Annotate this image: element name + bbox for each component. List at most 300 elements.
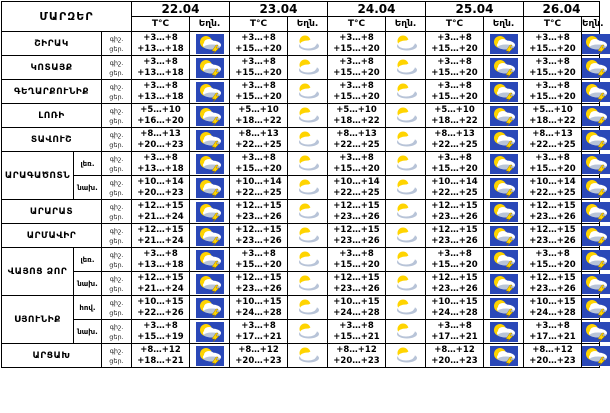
- night-temperature: +3…+8: [143, 32, 178, 43]
- day-temperature: +13…+18: [137, 67, 184, 78]
- day-temperature: +20…+23: [333, 355, 380, 366]
- temperature-cell: [426, 32, 484, 56]
- thunderstorm-icon: [582, 128, 600, 152]
- day-label: ցեր.: [109, 116, 124, 125]
- thunderstorm-icon: [490, 34, 518, 54]
- thunderstorm-icon: [490, 346, 518, 366]
- thunderstorm-icon: [484, 224, 524, 248]
- night-label: գիշ.: [109, 106, 124, 115]
- time-labels: [102, 176, 132, 200]
- night-temperature: +3…+8: [241, 152, 276, 163]
- thunderstorm-icon: [582, 154, 610, 174]
- icon-column-header: Եղն.: [386, 17, 426, 32]
- region-name: ՎԱՅՈՑ ՁՈՐ: [2, 248, 74, 296]
- partly-cloudy-icon: [386, 128, 426, 152]
- temperature-cell: [524, 152, 582, 176]
- temperature-cell: [230, 104, 288, 128]
- partly-cloudy-icon: [386, 104, 426, 128]
- partly-cloudy-icon: [288, 32, 328, 56]
- night-temperature: +8…+12: [336, 344, 377, 355]
- temperature-cell: [230, 176, 288, 200]
- day-label: ցեր.: [109, 188, 124, 197]
- night-temperature: +10…+14: [529, 176, 576, 187]
- thunderstorm-icon: [582, 346, 610, 366]
- temperature-cell: [230, 344, 288, 368]
- night-temperature: +3…+8: [339, 248, 374, 259]
- partly-cloudy-icon: [386, 200, 426, 224]
- icon-column-header: Եղն.: [582, 17, 600, 32]
- thunderstorm-icon: [582, 130, 610, 150]
- region-name: ԱՐԱՐԱՏ: [2, 200, 102, 224]
- partly-cloudy-icon: [294, 58, 322, 78]
- thunderstorm-icon: [190, 344, 230, 368]
- temperature-cell: [132, 128, 190, 152]
- thunderstorm-icon: [490, 226, 518, 246]
- night-label: գիշ.: [109, 202, 124, 211]
- temperature-cell: [132, 320, 190, 344]
- thunderstorm-icon: [196, 58, 224, 78]
- region-row: [2, 200, 600, 224]
- partly-cloudy-icon: [386, 32, 426, 56]
- partly-cloudy-icon: [288, 104, 328, 128]
- icon-column-header: Եղն.: [484, 17, 524, 32]
- night-temperature: +3…+8: [143, 56, 178, 67]
- day-temperature: +17…+21: [431, 331, 478, 342]
- partly-cloudy-icon: [386, 56, 426, 80]
- day-temperature: +18…+22: [431, 115, 478, 126]
- temperature-cell: [230, 224, 288, 248]
- temperature-cell: [328, 32, 386, 56]
- day-temperature: +23…+26: [529, 235, 576, 246]
- partly-cloudy-icon: [386, 176, 426, 200]
- temperature-cell: [230, 152, 288, 176]
- partly-cloudy-icon: [392, 202, 420, 222]
- time-labels: [102, 344, 132, 368]
- day-label: ցեր.: [109, 140, 124, 149]
- night-temperature: +8…+13: [532, 128, 573, 139]
- day-temperature: +17…+21: [235, 331, 282, 342]
- temperature-cell: [132, 200, 190, 224]
- region-name: ՇԻՐԱԿ: [2, 32, 102, 56]
- thunderstorm-icon: [190, 56, 230, 80]
- day-temperature: +15…+19: [137, 331, 184, 342]
- thunderstorm-icon: [490, 130, 518, 150]
- day-temperature: +15…+20: [431, 163, 478, 174]
- temperature-cell: [328, 104, 386, 128]
- region-row: [2, 248, 600, 272]
- temperature-cell: [132, 56, 190, 80]
- day-temperature: +15…+20: [333, 43, 380, 54]
- thunderstorm-icon: [196, 202, 224, 222]
- temperature-cell: [132, 248, 190, 272]
- thunderstorm-icon: [190, 272, 230, 296]
- night-temperature: +3…+8: [339, 56, 374, 67]
- day-temperature: +21…+24: [137, 235, 184, 246]
- temperature-cell: [524, 56, 582, 80]
- temperature-cell: [132, 152, 190, 176]
- thunderstorm-icon: [582, 202, 610, 222]
- day-temperature: +24…+28: [529, 307, 576, 318]
- partly-cloudy-icon: [392, 226, 420, 246]
- temperature-cell: [328, 320, 386, 344]
- thunderstorm-icon: [582, 298, 610, 318]
- thunderstorm-icon: [490, 58, 518, 78]
- thunderstorm-icon: [582, 176, 600, 200]
- time-labels: [102, 80, 132, 104]
- partly-cloudy-icon: [386, 272, 426, 296]
- night-temperature: +5…+10: [336, 104, 377, 115]
- temperature-cell: [524, 80, 582, 104]
- night-temperature: +12…+15: [235, 272, 282, 283]
- elevation-label: նախ.: [74, 272, 102, 296]
- temperature-cell: [328, 80, 386, 104]
- temperature-cell: [426, 104, 484, 128]
- thunderstorm-icon: [196, 226, 224, 246]
- temperature-cell: [426, 80, 484, 104]
- temperature-cell: [426, 128, 484, 152]
- day-temperature: +24…+28: [235, 307, 282, 318]
- day-temperature: +23…+26: [431, 283, 478, 294]
- region-row: [2, 272, 600, 296]
- date-header: 25.04: [426, 2, 524, 17]
- day-temperature: +23…+26: [529, 211, 576, 222]
- temperature-cell: [230, 128, 288, 152]
- date-header: 23.04: [230, 2, 328, 17]
- day-temperature: +16…+20: [137, 115, 184, 126]
- time-labels: [102, 104, 132, 128]
- night-temperature: +3…+8: [143, 320, 178, 331]
- time-labels: [102, 152, 132, 176]
- temperature-cell: [524, 200, 582, 224]
- thunderstorm-icon: [484, 272, 524, 296]
- thunderstorm-icon: [196, 346, 224, 366]
- thunderstorm-icon: [484, 56, 524, 80]
- day-temperature: +22…+25: [333, 139, 380, 150]
- night-temperature: +3…+8: [437, 248, 472, 259]
- night-temperature: +10…+15: [137, 296, 184, 307]
- day-temperature: +15…+20: [333, 259, 380, 270]
- day-temperature: +18…+21: [137, 355, 184, 366]
- temperature-cell: [328, 56, 386, 80]
- partly-cloudy-icon: [288, 200, 328, 224]
- thunderstorm-icon: [196, 274, 224, 294]
- icon-column-header: Եղն.: [288, 17, 328, 32]
- night-label: գիշ.: [109, 34, 124, 43]
- day-temperature: +18…+22: [235, 115, 282, 126]
- partly-cloudy-icon: [386, 152, 426, 176]
- temperature-cell: [230, 56, 288, 80]
- night-temperature: +3…+8: [143, 248, 178, 259]
- thunderstorm-icon: [190, 80, 230, 104]
- temperature-cell: [328, 128, 386, 152]
- thunderstorm-icon: [484, 344, 524, 368]
- temperature-cell: [230, 272, 288, 296]
- time-labels: [102, 56, 132, 80]
- time-labels: [102, 296, 132, 320]
- temperature-cell: [524, 248, 582, 272]
- day-label: ցեր.: [109, 236, 124, 245]
- day-temperature: +15…+20: [529, 43, 576, 54]
- day-temperature: +22…+25: [235, 139, 282, 150]
- region-name: ԿՈՏԱՅՔ: [2, 56, 102, 80]
- night-temperature: +3…+8: [535, 80, 570, 91]
- night-label: գիշ.: [109, 274, 124, 283]
- partly-cloudy-icon: [294, 178, 322, 198]
- thunderstorm-icon: [196, 298, 224, 318]
- day-label: ցեր.: [109, 332, 124, 341]
- temperature-cell: [524, 32, 582, 56]
- region-name: ԼՈՌԻ: [2, 104, 102, 128]
- night-temperature: +3…+8: [437, 80, 472, 91]
- night-temperature: +3…+8: [437, 32, 472, 43]
- partly-cloudy-icon: [392, 322, 420, 342]
- thunderstorm-icon: [582, 80, 600, 104]
- night-temperature: +3…+8: [143, 80, 178, 91]
- partly-cloudy-icon: [288, 176, 328, 200]
- region-row: [2, 224, 600, 248]
- partly-cloudy-icon: [288, 152, 328, 176]
- partly-cloudy-icon: [288, 272, 328, 296]
- night-temperature: +3…+8: [535, 320, 570, 331]
- day-temperature: +15…+20: [235, 163, 282, 174]
- thunderstorm-icon: [582, 104, 600, 128]
- temperature-cell: [426, 272, 484, 296]
- night-temperature: +10…+14: [137, 176, 184, 187]
- thunderstorm-icon: [196, 250, 224, 270]
- partly-cloudy-icon: [386, 320, 426, 344]
- temp-column-header: T°C: [426, 17, 484, 32]
- partly-cloudy-icon: [294, 154, 322, 174]
- day-temperature: +20…+23: [137, 139, 184, 150]
- day-temperature: +23…+26: [529, 283, 576, 294]
- night-label: գիշ.: [109, 298, 124, 307]
- thunderstorm-icon: [582, 178, 610, 198]
- thunderstorm-icon: [490, 298, 518, 318]
- temperature-cell: [132, 32, 190, 56]
- temp-column-header: T°C: [132, 17, 190, 32]
- time-labels: [102, 248, 132, 272]
- day-label: ցեր.: [109, 164, 124, 173]
- day-temperature: +20…+23: [137, 187, 184, 198]
- thunderstorm-icon: [484, 200, 524, 224]
- region-name: ՍՅՈՒՆԻՔ: [2, 296, 74, 344]
- day-label: ցեր.: [109, 356, 124, 365]
- day-temperature: +22…+26: [137, 307, 184, 318]
- partly-cloudy-icon: [386, 344, 426, 368]
- day-temperature: +15…+20: [333, 91, 380, 102]
- partly-cloudy-icon: [392, 106, 420, 126]
- night-temperature: +3…+8: [437, 320, 472, 331]
- partly-cloudy-icon: [294, 250, 322, 270]
- partly-cloudy-icon: [294, 34, 322, 54]
- thunderstorm-icon: [582, 250, 610, 270]
- night-temperature: +3…+8: [535, 248, 570, 259]
- day-temperature: +23…+26: [333, 235, 380, 246]
- temp-column-header: T°C: [524, 17, 582, 32]
- time-labels: [102, 320, 132, 344]
- date-header: 24.04: [328, 2, 426, 17]
- day-label: ցեր.: [109, 308, 124, 317]
- night-temperature: +10…+15: [235, 296, 282, 307]
- region-row: [2, 104, 600, 128]
- day-label: ցեր.: [109, 284, 124, 293]
- day-temperature: +21…+24: [137, 211, 184, 222]
- thunderstorm-icon: [490, 82, 518, 102]
- temperature-cell: [524, 344, 582, 368]
- night-label: գիշ.: [109, 322, 124, 331]
- night-temperature: +8…+12: [140, 344, 181, 355]
- night-temperature: +10…+15: [333, 296, 380, 307]
- partly-cloudy-icon: [288, 248, 328, 272]
- partly-cloudy-icon: [386, 296, 426, 320]
- date-header: 26.04: [524, 2, 600, 17]
- day-temperature: +13…+18: [137, 43, 184, 54]
- partly-cloudy-icon: [294, 130, 322, 150]
- thunderstorm-icon: [582, 106, 610, 126]
- thunderstorm-icon: [484, 248, 524, 272]
- partly-cloudy-icon: [294, 322, 322, 342]
- temperature-cell: [328, 272, 386, 296]
- night-temperature: +12…+15: [137, 200, 184, 211]
- day-label: ցեր.: [109, 212, 124, 221]
- temperature-cell: [328, 200, 386, 224]
- time-labels: [102, 224, 132, 248]
- temperature-cell: [426, 296, 484, 320]
- night-temperature: +5…+10: [532, 104, 573, 115]
- day-temperature: +15…+20: [235, 259, 282, 270]
- temperature-cell: [328, 176, 386, 200]
- temperature-cell: [132, 104, 190, 128]
- day-temperature: +18…+22: [529, 115, 576, 126]
- region-row: [2, 152, 600, 176]
- night-temperature: +5…+10: [238, 104, 279, 115]
- night-temperature: +8…+12: [532, 344, 573, 355]
- night-temperature: +12…+15: [235, 224, 282, 235]
- thunderstorm-icon: [190, 32, 230, 56]
- night-temperature: +8…+13: [434, 128, 475, 139]
- temperature-cell: [230, 32, 288, 56]
- temp-column-header: T°C: [328, 17, 386, 32]
- day-temperature: +20…+23: [235, 355, 282, 366]
- partly-cloudy-icon: [288, 344, 328, 368]
- temperature-cell: [328, 296, 386, 320]
- night-temperature: +12…+15: [431, 224, 478, 235]
- day-temperature: +23…+26: [235, 283, 282, 294]
- partly-cloudy-icon: [386, 224, 426, 248]
- night-temperature: +12…+15: [529, 200, 576, 211]
- thunderstorm-icon: [582, 32, 600, 56]
- icon-column-header: Եղն.: [190, 17, 230, 32]
- day-temperature: +22…+25: [431, 139, 478, 150]
- night-temperature: +12…+15: [529, 224, 576, 235]
- temperature-cell: [524, 224, 582, 248]
- night-label: գիշ.: [109, 58, 124, 67]
- time-labels: [102, 32, 132, 56]
- region-name: ԱՐԱԳԱԾՈՏՆ: [2, 152, 74, 200]
- temperature-cell: [426, 344, 484, 368]
- thunderstorm-icon: [582, 274, 610, 294]
- elevation-label: նախ.: [74, 320, 102, 344]
- thunderstorm-icon: [582, 226, 610, 246]
- day-temperature: +15…+20: [431, 67, 478, 78]
- day-temperature: +23…+26: [333, 211, 380, 222]
- temperature-cell: [132, 272, 190, 296]
- night-temperature: +3…+8: [535, 32, 570, 43]
- thunderstorm-icon: [196, 82, 224, 102]
- forecast-table: [1, 1, 604, 368]
- temperature-cell: [426, 200, 484, 224]
- region-row: [2, 176, 600, 200]
- night-temperature: +12…+15: [333, 200, 380, 211]
- elevation-label: նախ.: [74, 176, 102, 200]
- thunderstorm-icon: [490, 250, 518, 270]
- night-temperature: +12…+15: [137, 272, 184, 283]
- partly-cloudy-icon: [392, 298, 420, 318]
- temperature-cell: [524, 320, 582, 344]
- day-label: ցեր.: [109, 44, 124, 53]
- thunderstorm-icon: [490, 322, 518, 342]
- thunderstorm-icon: [190, 176, 230, 200]
- temperature-cell: [524, 128, 582, 152]
- day-temperature: +15…+21: [333, 331, 380, 342]
- thunderstorm-icon: [490, 202, 518, 222]
- day-temperature: +22…+25: [431, 187, 478, 198]
- temperature-cell: [230, 248, 288, 272]
- night-label: գիշ.: [109, 154, 124, 163]
- day-temperature: +23…+26: [333, 283, 380, 294]
- temperature-cell: [132, 80, 190, 104]
- day-temperature: +13…+18: [137, 259, 184, 270]
- day-temperature: +15…+20: [333, 163, 380, 174]
- thunderstorm-icon: [190, 104, 230, 128]
- thunderstorm-icon: [582, 58, 610, 78]
- partly-cloudy-icon: [294, 298, 322, 318]
- temperature-cell: [426, 224, 484, 248]
- temperature-cell: [524, 272, 582, 296]
- night-temperature: +3…+8: [241, 32, 276, 43]
- partly-cloudy-icon: [392, 82, 420, 102]
- region-row: [2, 344, 600, 368]
- temperature-cell: [328, 224, 386, 248]
- partly-cloudy-icon: [392, 250, 420, 270]
- day-temperature: +15…+20: [529, 259, 576, 270]
- day-temperature: +24…+28: [333, 307, 380, 318]
- temperature-cell: [426, 56, 484, 80]
- day-temperature: +23…+26: [235, 211, 282, 222]
- partly-cloudy-icon: [392, 130, 420, 150]
- night-temperature: +12…+15: [235, 200, 282, 211]
- thunderstorm-icon: [582, 320, 600, 344]
- region-row: [2, 320, 600, 344]
- thunderstorm-icon: [582, 272, 600, 296]
- partly-cloudy-icon: [288, 80, 328, 104]
- day-temperature: +13…+18: [137, 163, 184, 174]
- thunderstorm-icon: [196, 34, 224, 54]
- temperature-cell: [230, 296, 288, 320]
- day-temperature: +15…+20: [431, 91, 478, 102]
- temperature-cell: [132, 224, 190, 248]
- day-temperature: +15…+20: [529, 163, 576, 174]
- thunderstorm-icon: [484, 152, 524, 176]
- thunderstorm-icon: [490, 106, 518, 126]
- night-temperature: +10…+15: [529, 296, 576, 307]
- night-temperature: +3…+8: [241, 320, 276, 331]
- day-temperature: +22…+25: [529, 139, 576, 150]
- day-temperature: +23…+26: [235, 235, 282, 246]
- elevation-label: լեռ.: [74, 152, 102, 176]
- regions-header: ՄԱՐԶԵՐ: [2, 2, 132, 32]
- night-temperature: +12…+15: [333, 272, 380, 283]
